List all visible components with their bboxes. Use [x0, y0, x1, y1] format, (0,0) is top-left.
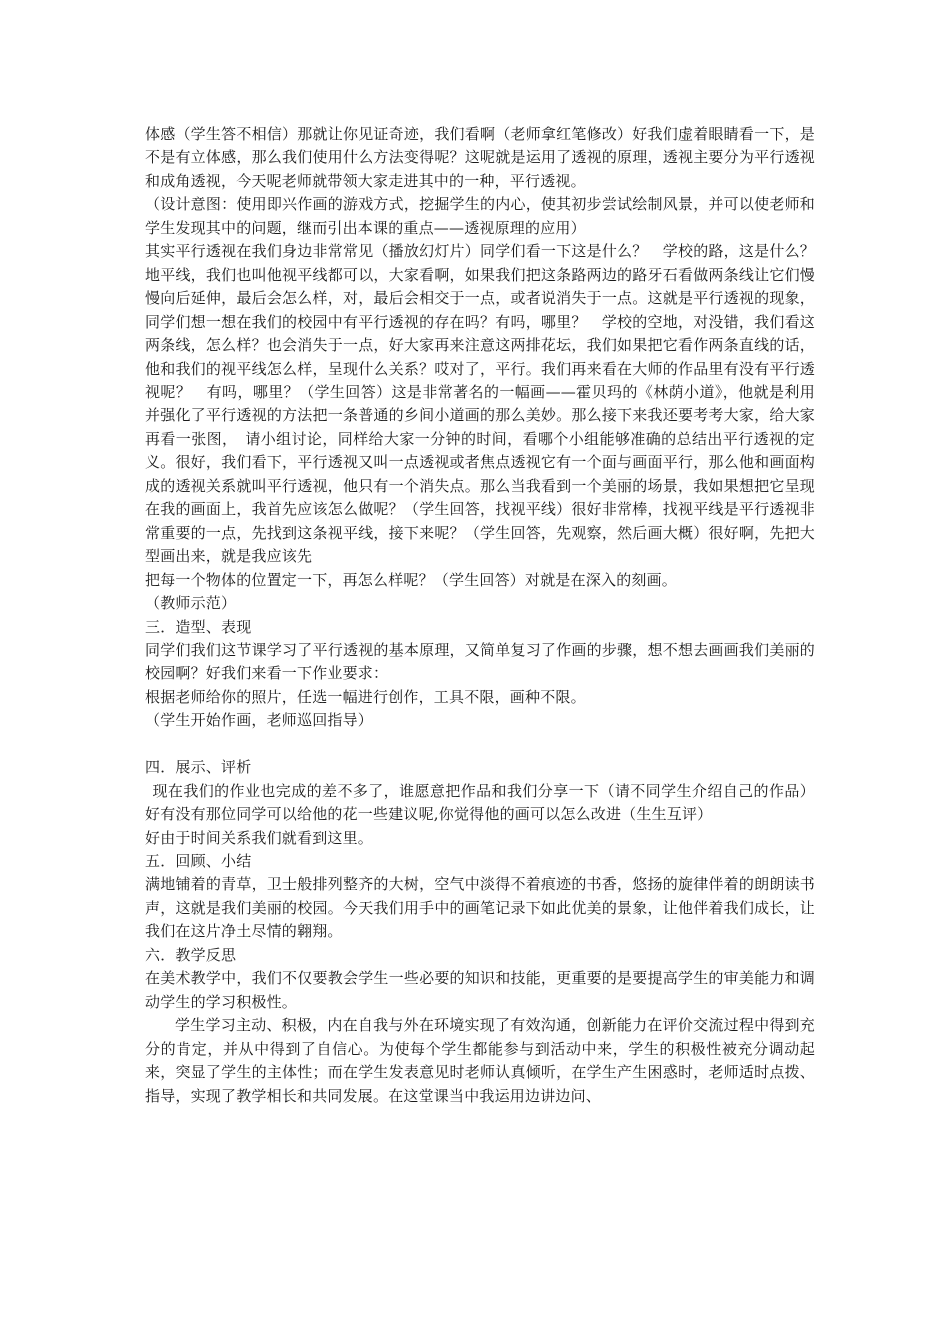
section-heading-display: 四．展示、评析 — [145, 758, 252, 777]
paragraph-perspective-intro: 体感（学生答不相信）那就让你见证奇迹，我们看啊（老师拿红笔修改）好我们虚着眼睛看一下，是不是有立体感，那么我们使用什么方法变得呢？这呢就是运用了透视的原理，透视主要分为平行透视和成角透视，今天呢老师就带领大家走进其中的一种，平行透视。 — [145, 125, 815, 190]
paragraph-time-note: 好由于时间关系我们就看到这里。 — [145, 828, 374, 847]
paragraph-reflection-detail: 学生学习主动、积极，内在自我与外在环境实现了有效沟通，创新能力在评价交流过程中得到充分的肯定，并从中得到了自信心。为使每个学生都能参与到活动中来，学生的积极性被充分调动起来，突显了学生的主体性；而在学生发表意见时老师认真倾听，在学生产生困惑时，老师适时点拨、指导，实现了教学相长和共同发展。在这堂课当中我运用边讲边问、 — [145, 1016, 815, 1105]
paragraph-parallel-perspective-explanation: 其实平行透视在我们身边非常常见（播放幻灯片）同学们看一下这是什么？ 学校的路，这是什么？地平线，我们也叫他视平线都可以，大家看啊，如果我们把这条路两边的路牙石看做两条线让它们慢慢向后延伸，最后会怎么样，对，最后会相交于一点，或者说消失于一点。这就是平行透视的现象，同学们想一想在我们的校园中有平行透视的存在吗？有吗，哪里？ 学校的空地，对没错，我们看这两条线，怎么样？也会消失于一点，好大家再来注意这两排花坛，我们如果把它看作两条直线的话，他和我们的视平线怎么样，呈现什么关系？哎对了，平行。我们再来看在大师的作品里有没有平行透视呢？ 有吗，哪里？（学生回答）这是非常著名的一幅画——霍贝玛的《林荫小道》，他就是利用并强化了平行透视的方法把一条普通的乡间小道画的那么美妙。那么接下来我还要考考大家，给大家再看一张图， 请小组讨论，同样给大家一分钟的时间，看哪个小组能够准确的总结出平行透视的定义。很好，我们看下，平行透视又叫一点透视或者焦点透视它有一个面与画面平行，那么他和画面构成的透视关系就叫平行透视，他只有一个消失点。那么当我看到一个美丽的场景，我如果想把它呈现在我的画面上，我首先应该怎么做呢？（学生回答，找视平线）很好非常棒，找视平线是平行透视非常重要的一点，先找到这条视平线，接下来呢？（学生回答，先观察，然后画大概）很好啊，先把大型画出来，就是我应该先 — [145, 242, 815, 566]
paragraph-deep-depiction: 把每一个物体的位置定一下，再怎么样呢？（学生回答）对就是在深入的刻画。 — [145, 570, 678, 589]
paragraph-reflection-goal: 在美术教学中，我们不仅要教会学生一些必要的知识和技能，更重要的是要提高学生的审美能力和调动学生的学习积极性。 — [145, 969, 815, 1011]
blank-line — [145, 733, 815, 756]
paragraph-teacher-demo: （教师示范） — [145, 594, 237, 613]
section-heading-review: 五．回顾、小结 — [145, 852, 252, 871]
paragraph-students-drawing: （学生开始作画，老师巡回指导） — [145, 711, 374, 730]
section-heading-modeling: 三．造型、表现 — [145, 617, 252, 636]
document-body — [145, 123, 815, 1108]
paragraph-display-discussion: 现在我们的作业也完成的差不多了，谁愿意把作品和我们分享一下（请不同学生介绍自己的作品）好有没有那位同学可以给他的花一些建议呢,你觉得他的画可以怎么改进（生生互评） — [145, 781, 815, 824]
section-heading-reflection: 六．教学反思 — [145, 945, 237, 964]
paragraph-assignment-requirements: 根据老师给你的照片，任选一幅进行创作，工具不限，画种不限。 — [145, 687, 586, 706]
paragraph-campus-summary: 满地铺着的青草，卫士般排列整齐的大树，空气中淡得不着痕迹的书香，悠扬的旋律伴着的朗朗读书声，这就是我们美丽的校园。今天我们用手中的画笔记录下如此优美的景象，让他伴着我们成长，让我们在这片净土尽情的翱翔。 — [145, 875, 815, 941]
paragraph-design-intent: （设计意图：使用即兴作画的游戏方式，挖掘学生的内心，使其初步尝试绘制风景，并可以使老师和学生发现其中的问题，继而引出本课的重点——透视原理的应用） — [145, 195, 815, 237]
paragraph-assignment-intro: 同学们我们这节课学习了平行透视的基本原理，又简单复习了作画的步骤，想不想去画画我们美丽的校园啊？好我们来看一下作业要求： — [145, 640, 815, 683]
